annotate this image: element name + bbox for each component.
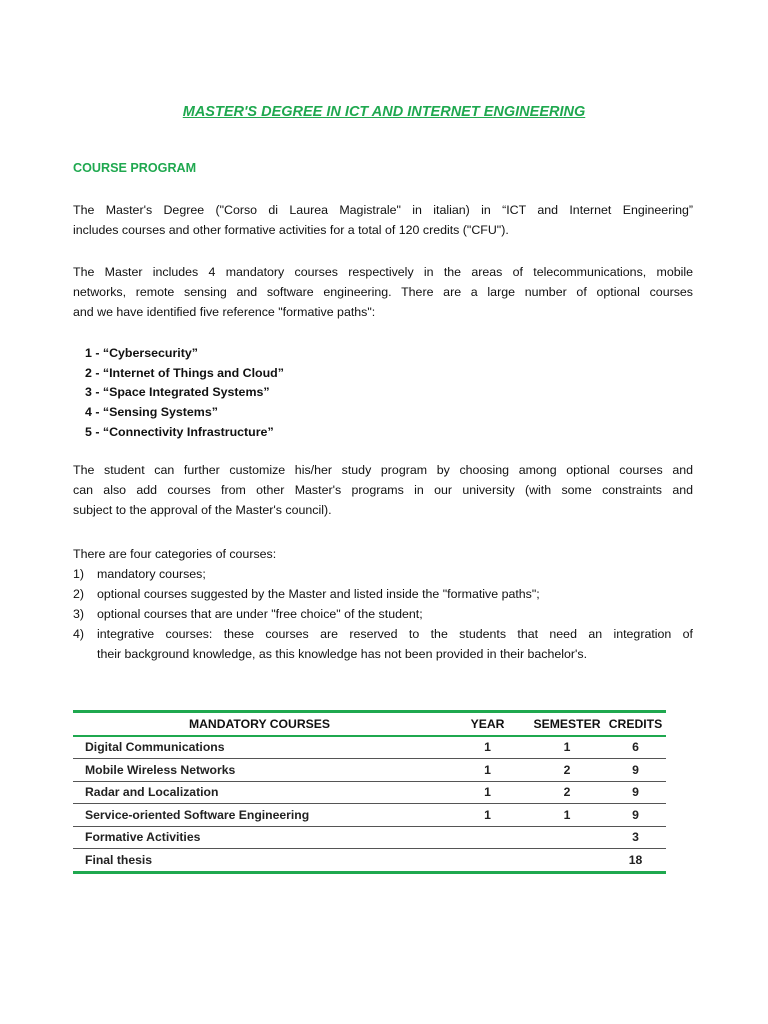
semester-cell: 2: [563, 785, 571, 800]
year-cell: 1: [484, 785, 491, 800]
table-row: [73, 736, 666, 759]
header-year: YEAR: [470, 716, 505, 731]
category-item-continued: [73, 644, 693, 664]
category-item: [73, 564, 693, 584]
category-text: integrative courses: these courses are reserved to the students that need an integration of: [97, 627, 693, 641]
text-line: can also add courses from other Master's programs in our university (with some constraints and: [73, 483, 693, 497]
text-line: The student can further customize his/her study program by choosing among optional courses and: [73, 463, 693, 477]
semester-cell: 2: [563, 762, 571, 777]
credits-cell: 9: [632, 807, 639, 822]
path-item: 1 - “Cybersecurity”: [85, 346, 198, 360]
credits-cell: 3: [632, 830, 639, 845]
document-title: MASTER'S DEGREE IN ICT AND INTERNET ENGINEERING: [182, 104, 586, 120]
category-item: [73, 584, 693, 604]
year-cell: 1: [484, 740, 491, 755]
semester-cell: [529, 826, 605, 849]
semester-cell: [529, 849, 605, 873]
course-name-cell: Radar and Localization: [85, 785, 219, 800]
category-text: their background knowledge, as this knowledge has not been provided in their bachelor's.: [97, 647, 588, 661]
text-line: subject to the approval of the Master's council).: [73, 503, 332, 517]
customize-paragraph: [73, 460, 693, 520]
table-row: [73, 804, 666, 827]
header-credits: CREDITS: [608, 716, 663, 731]
category-number: 1): [73, 567, 85, 581]
semester-cell: 1: [563, 740, 571, 755]
table-row: [73, 849, 666, 873]
table-row: [73, 826, 666, 849]
credits-cell: 9: [632, 762, 639, 777]
course-name-cell: Final thesis: [85, 852, 153, 867]
credits-cell: 18: [628, 852, 643, 867]
path-item: 5 - “Connectivity Infrastructure”: [85, 424, 274, 439]
category-number: 2): [73, 587, 85, 601]
mandatory-paragraph: [73, 262, 693, 322]
course-name-cell: Service-oriented Software Engineering: [85, 807, 310, 822]
category-text: optional courses that are under "free choice" of the student;: [97, 607, 423, 621]
year-cell: [446, 849, 529, 873]
header-courses: MANDATORY COURSES: [188, 716, 331, 731]
intro-paragraph: [73, 200, 693, 240]
categories-intro: There are four categories of courses:: [73, 547, 277, 561]
year-cell: [446, 826, 529, 849]
path-item: 4 - “Sensing Systems”: [85, 405, 218, 420]
category-number: 4): [73, 627, 85, 641]
path-item: 2 - “Internet of Things and Cloud”: [85, 365, 284, 380]
text-line: and we have identified five reference "formative paths":: [73, 305, 376, 319]
text-line: includes courses and other formative activities for a total of 120 credits ("CFU").: [73, 223, 509, 237]
category-item: [73, 604, 693, 624]
table-row: [73, 781, 666, 804]
header-semester: SEMESTER: [533, 716, 601, 731]
category-text: mandatory courses;: [97, 567, 206, 581]
credits-cell: 6: [632, 740, 639, 755]
section-heading: COURSE PROGRAM: [73, 161, 197, 175]
credits-cell: 9: [632, 785, 639, 800]
table-row: [73, 759, 666, 782]
category-text: optional courses suggested by the Master and listed inside the "formative paths";: [97, 587, 540, 601]
text-line: The Master's Degree ("Corso di Laurea Magistrale" in italian) in “ICT and Internet Engineering”: [73, 203, 693, 217]
year-cell: 1: [484, 762, 491, 777]
category-item: [73, 624, 693, 644]
semester-cell: 1: [563, 807, 571, 822]
course-name-cell: Formative Activities: [85, 830, 201, 845]
table-header-row: [73, 712, 666, 736]
course-categories: [73, 544, 693, 664]
year-cell: 1: [484, 807, 491, 822]
category-number: 3): [73, 607, 85, 621]
formative-paths-list: [85, 344, 284, 442]
path-item: 3 - “Space Integrated Systems”: [85, 385, 270, 400]
text-line: networks, remote sensing and software engineering. There are a large number of optional courses: [73, 285, 693, 299]
text-line: The Master includes 4 mandatory courses respectively in the areas of telecommunications, mobile: [73, 265, 693, 279]
course-name-cell: Mobile Wireless Networks: [85, 762, 236, 777]
mandatory-courses-table: [73, 710, 666, 874]
course-name-cell: Digital Communications: [85, 740, 225, 755]
